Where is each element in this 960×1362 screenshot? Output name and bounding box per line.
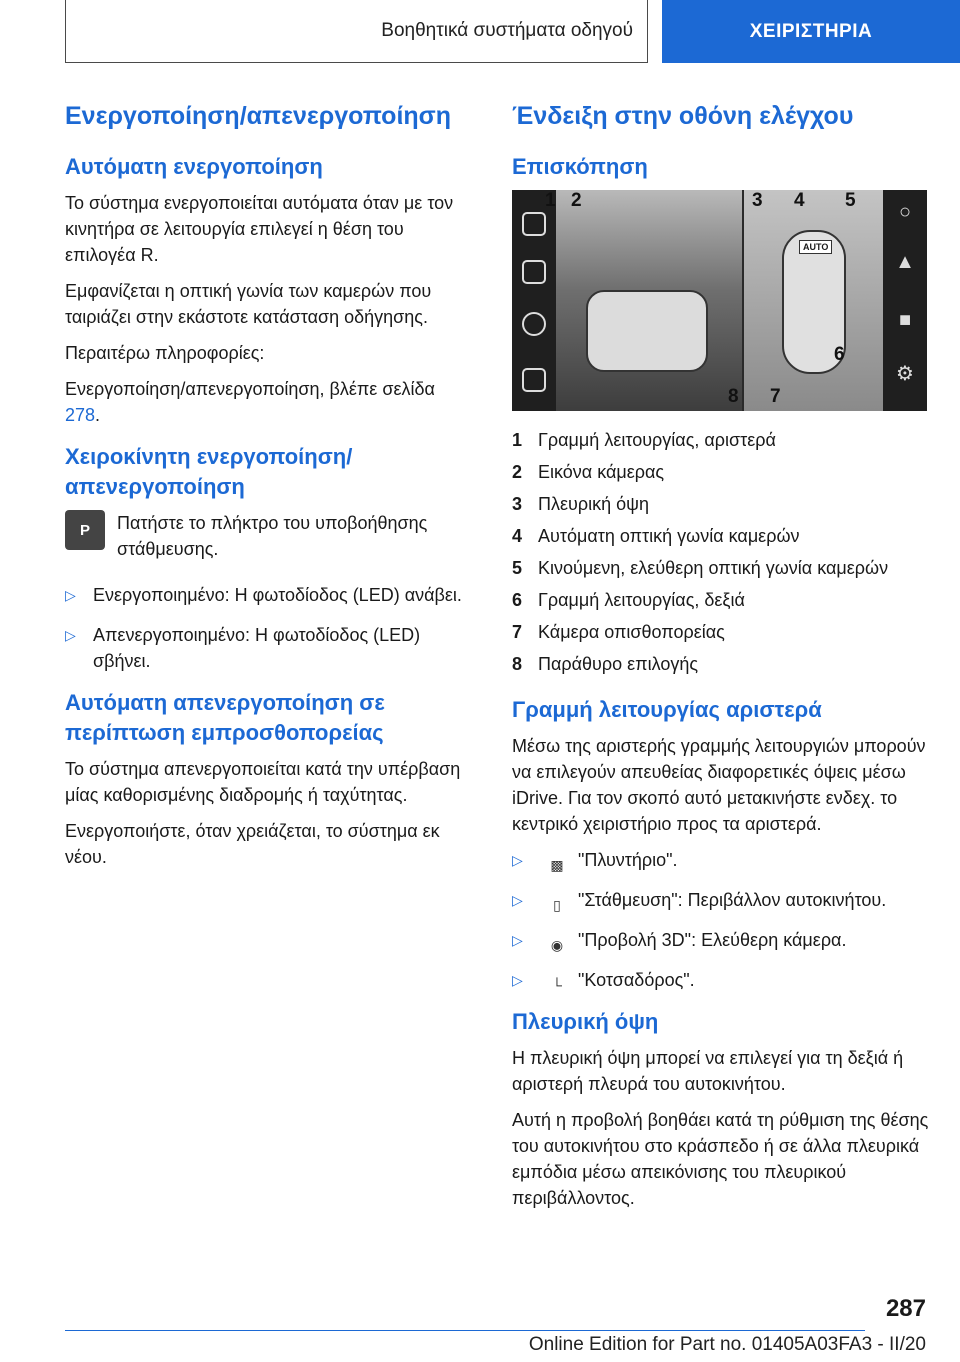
camera-settings-icon: ■ (898, 309, 912, 331)
footer-edition: Online Edition for Part no. 01405A03FA3 - II/20 (528, 1334, 926, 1355)
auto-badge: AUTO (799, 240, 832, 254)
auto-on-p4 (65, 376, 465, 428)
callout-7: 7 (770, 386, 781, 407)
callout-6: 6 (834, 344, 845, 365)
auto-on-p3: Περαιτέρω πληροφορίες: (65, 343, 265, 363)
right-column (512, 100, 930, 1221)
list-item: 2 Εικόνα κάμερας (512, 462, 665, 482)
auto-on-p2: Εμφανίζεται η οπτική γωνία των καμερών που ταιριάζει στην εκάστοτε κατάσταση οδήγησης. (65, 281, 432, 327)
left-title: Ενεργοποίηση/απενεργοποίηση (65, 102, 452, 130)
callout-1: 1 (545, 190, 556, 211)
auto-on-heading: Αυτόματη ενεργοποίηση (65, 154, 323, 179)
side-p2: Αυτή η προβολή βοηθάει κατά τη ρύθμιση της θέσης του αυτοκινήτου στο κράσπεδο ή σε άλλα πλευρικά εμπόδια μέσω απεικόνισης του πλευρικού περιβάλλοντος. (512, 1110, 929, 1208)
gear-icon: ⚙ (896, 363, 914, 385)
left-column (65, 100, 465, 880)
function-bar-right (883, 190, 927, 411)
header-chapter (662, 0, 960, 63)
list-item: 3 Πλευρική όψη (512, 494, 649, 514)
auto-off-heading: Αυτόματη απενεργοποίηση σε περίπτωση εμπροσθοπορείας (65, 690, 385, 745)
side-p1: Η πλευρική όψη μπορεί να επιλεγεί για τη δεξιά ή αριστερή πλευρά του αυτοκινήτου. (512, 1048, 904, 1094)
parking-view-icon: ▯ (553, 897, 561, 914)
callout-5: 5 (845, 190, 856, 211)
side-heading: Πλευρική όψη (512, 1009, 659, 1034)
parking-view-icon (522, 260, 546, 284)
callout-3: 3 (752, 190, 763, 211)
list-item: ▷ ▩ "Πλυντήριο". (512, 847, 930, 873)
page-link[interactable]: 278 (65, 405, 96, 425)
list-item: ▷ Απενεργοποιημένο: Η φωτοδίοδος (LED) σβήνει. (65, 622, 465, 674)
curb-icon: └ (552, 977, 562, 994)
header-section (65, 0, 648, 63)
park-steer-icon: ○ (898, 201, 912, 223)
car-front-icon: ▲ (895, 251, 915, 273)
3d-view-icon (522, 312, 546, 336)
overview-heading: Επισκόπηση (512, 154, 648, 179)
3d-view-icon: ◉ (550, 937, 564, 954)
park-assist-button-icon (65, 510, 105, 550)
list-item: 6 Γραμμή λειτουργίας, δεξιά (512, 590, 745, 610)
park-assist-button-row (65, 510, 465, 562)
header-section-title: Βοηθητικά συστήματα οδηγού (381, 20, 633, 41)
car-wash-icon: ▩ (550, 857, 564, 874)
auto-on-p4-text: Ενεργοποίηση/απενεργοποίηση, βλέπε σελίδα (65, 379, 435, 399)
view-list (512, 847, 930, 993)
list-item: ▷ Ενεργοποιημένο: Η φωτοδίοδος (LED) ανάβει. (65, 582, 465, 608)
list-item: 4 Αυτόματη οπτική γωνία καμερών (512, 526, 800, 546)
control-display-figure (512, 190, 927, 411)
leftbar-heading: Γραμμή λειτουργίας αριστερά (512, 697, 822, 722)
list-item: 8 Παράθυρο επιλογής (512, 654, 699, 674)
curb-icon (522, 368, 546, 392)
leftbar-p1: Μέσω της αριστερής γραμμής λειτουργιών μπορούν να επιλεγούν απευθείας διαφορετικές όψεις μέσω iDrive. Για τον σκοπό αυτό μετακινήστε ενδεχ. το κεντρικό χειριστήριο προς τα αριστερά. (512, 736, 926, 834)
rear-car-illustration (586, 290, 708, 372)
page-number: 287 (885, 1295, 926, 1322)
callout-4: 4 (794, 190, 805, 211)
footer-divider (65, 1330, 865, 1331)
header-chapter-title: ΧΕΙΡΙΣΤΗΡΙΑ (749, 20, 873, 42)
function-bar-left (512, 190, 556, 411)
manual-heading: Χειροκίνητη ενεργοποίηση/απενεργοποίηση (65, 444, 353, 499)
side-view-panel (744, 190, 883, 411)
list-item: ▷ └ "Κοτσαδόρος". (512, 967, 930, 993)
auto-on-p1: Το σύστημα ενεργοποιείται αυτόματα όταν με τον κινητήρα σε λειτουργία επιλεγεί η θέση του επιλογέα R. (65, 193, 454, 265)
auto-off-p1: Το σύστημα απενεργοποιείται κατά την υπέρβαση μίας καθορισμένης διαδρομής ή ταχύτητας. (65, 759, 461, 805)
list-item: 1 Γραμμή λειτουργίας, αριστερά (512, 430, 776, 450)
manual-list (65, 582, 465, 674)
auto-off-p2: Ενεργοποιήστε, όταν χρειάζεται, το σύστημα εκ νέου. (65, 821, 440, 867)
list-item: ▷ ▯ "Στάθμευση": Περιβάλλον αυτοκινήτου. (512, 887, 930, 913)
list-item: 5 Κινούμενη, ελεύθερη οπτική γωνία καμερών (512, 558, 889, 578)
camera-image (556, 190, 742, 411)
park-assist-button-icon-label: P (79, 521, 90, 539)
car-wash-icon (522, 212, 546, 236)
right-title: Ένδειξη στην οθόνη ελέγχου (512, 102, 854, 130)
figure-legend (512, 427, 930, 677)
park-assist-button-text: Πατήστε το πλήκτρο του υποβοήθησης στάθμευσης. (117, 513, 428, 559)
auto-on-p4-end: . (95, 405, 101, 425)
list-item: 7 Κάμερα οπισθοπορείας (512, 622, 725, 642)
callout-2: 2 (571, 190, 582, 211)
list-item: ▷ ◉ "Προβολή 3D": Ελεύθερη κάμερα. (512, 927, 930, 953)
callout-8: 8 (728, 386, 739, 407)
